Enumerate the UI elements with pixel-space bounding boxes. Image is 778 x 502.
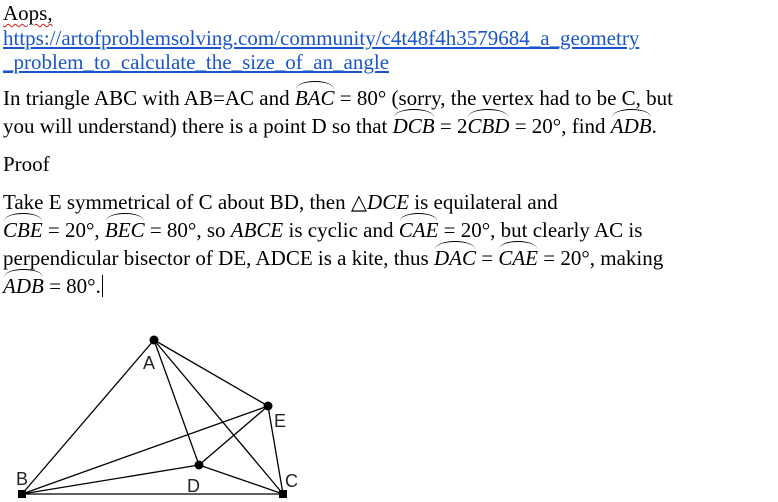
label-c: C bbox=[285, 471, 298, 491]
point-d bbox=[195, 461, 204, 470]
segment-bd bbox=[22, 465, 199, 494]
proof-line-4 bbox=[3, 272, 778, 300]
angle-dac: DAC bbox=[433, 246, 476, 270]
label-e: E bbox=[274, 411, 287, 431]
angle-cbe: CBE bbox=[3, 218, 43, 242]
proof-text: = 20°, making bbox=[538, 246, 664, 270]
segment-ae bbox=[154, 340, 268, 406]
proof-heading: Proof bbox=[3, 152, 50, 176]
proof-text: = 20°, but clearly AC is bbox=[438, 218, 643, 242]
problem-line-1 bbox=[3, 84, 778, 112]
angle-cbd: CBD bbox=[467, 114, 510, 138]
point-a bbox=[150, 336, 159, 345]
proof-text: = 80°. bbox=[43, 274, 101, 298]
triangle-symbol: △ bbox=[350, 190, 368, 214]
problem-line-2 bbox=[3, 112, 778, 140]
point-e bbox=[264, 402, 273, 411]
label-a: A bbox=[143, 353, 156, 373]
segment-ad bbox=[154, 340, 199, 465]
geometry-figure bbox=[0, 325, 320, 502]
source-title: Aops, bbox=[3, 1, 53, 25]
proof-line-1 bbox=[3, 188, 778, 216]
proof-text: = 80°, so bbox=[144, 218, 231, 242]
proof-body bbox=[3, 188, 778, 300]
proof-line-3 bbox=[3, 244, 778, 272]
point-c bbox=[279, 490, 287, 498]
proof-text: = 20°, bbox=[42, 218, 105, 242]
angle-adb: ADB bbox=[610, 114, 652, 138]
math-abce: ABCE bbox=[230, 218, 284, 242]
problem-text: . bbox=[651, 114, 657, 138]
proof-text: is cyclic and bbox=[283, 218, 399, 242]
angle-bac: BAC bbox=[294, 86, 335, 110]
point-b bbox=[18, 490, 26, 498]
problem-text: = 80° (sorry, the vertex had to be C, but bbox=[334, 86, 673, 110]
proof-text: Take E symmetrical of C about BD, then bbox=[3, 190, 351, 214]
angle-cae: CAE bbox=[398, 218, 439, 242]
proof-text: perpendicular bisector of DE, ADCE is a kite, thus bbox=[3, 246, 434, 270]
source-link-line-2[interactable]: _problem_to_calculate_the_size_of_an_angle bbox=[3, 50, 390, 74]
math-dce: DCE bbox=[367, 190, 410, 214]
proof-text: = bbox=[475, 246, 499, 270]
proof-text: is equilateral and bbox=[409, 190, 558, 214]
source-link-line-1[interactable]: https://artofproblemsolving.com/community/c4t48f4h3579684_a_geometry bbox=[3, 26, 640, 50]
angle-dcb: DCB bbox=[392, 114, 435, 138]
label-d: D bbox=[187, 476, 200, 496]
problem-text: = 2 bbox=[434, 114, 468, 138]
problem-text: In triangle ABC with AB=AC and bbox=[3, 86, 295, 110]
segment-de bbox=[199, 406, 268, 465]
document-body bbox=[3, 0, 778, 300]
label-b: B bbox=[16, 469, 29, 489]
angle-cae: CAE bbox=[498, 246, 538, 270]
problem-text: you will understand) there is a point D so that bbox=[3, 114, 393, 138]
proof-heading-block bbox=[3, 150, 778, 178]
problem-statement bbox=[3, 84, 778, 140]
segment-ac bbox=[154, 340, 283, 494]
angle-adb: ADB bbox=[3, 274, 44, 298]
proof-line-2 bbox=[3, 216, 778, 244]
text-cursor bbox=[102, 275, 103, 297]
angle-bec: BEC bbox=[104, 218, 145, 242]
problem-text: = 20°, find bbox=[509, 114, 611, 138]
